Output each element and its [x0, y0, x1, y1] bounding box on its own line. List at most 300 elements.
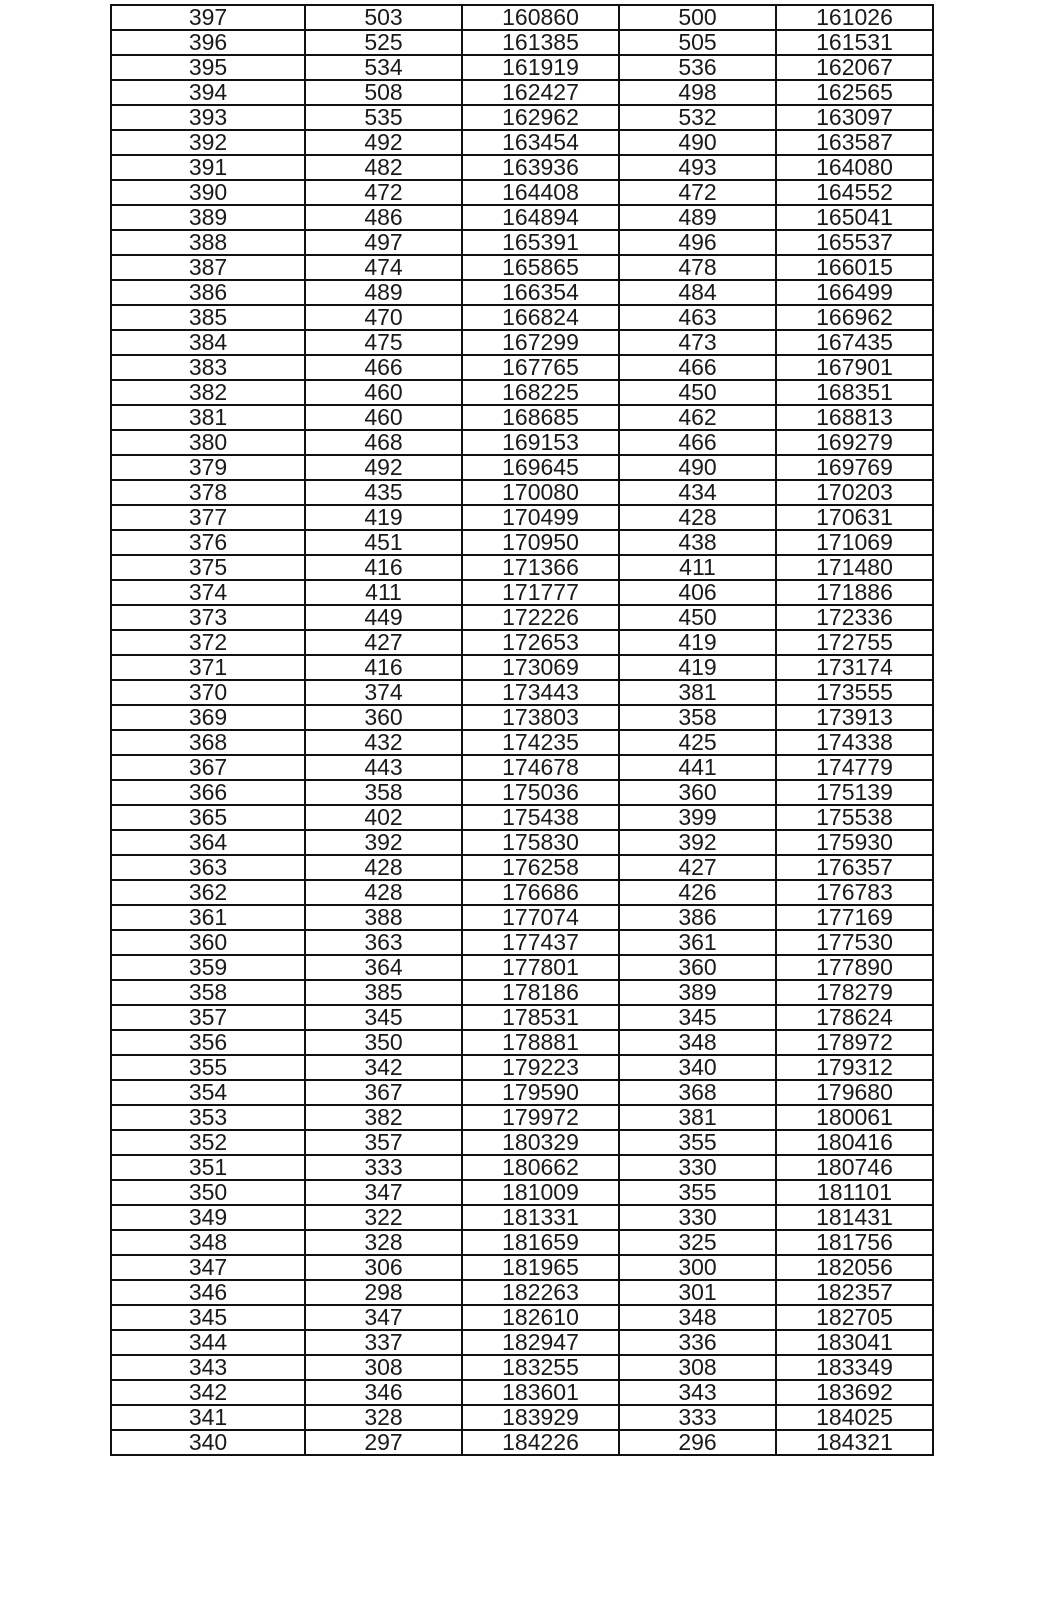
count-b-cell: 340 [619, 1055, 776, 1080]
count-a-cell: 492 [305, 455, 462, 480]
cumulative-b-cell: 166962 [776, 305, 933, 330]
score-cell: 396 [111, 30, 305, 55]
cumulative-b-cell: 170203 [776, 480, 933, 505]
cumulative-a-cell: 164408 [462, 180, 619, 205]
cumulative-b-cell: 181431 [776, 1205, 933, 1230]
cumulative-a-cell: 165865 [462, 255, 619, 280]
cumulative-a-cell: 170080 [462, 480, 619, 505]
score-cell: 354 [111, 1080, 305, 1105]
table-row [111, 980, 933, 1005]
count-b-cell: 343 [619, 1380, 776, 1405]
score-cell: 355 [111, 1055, 305, 1080]
cumulative-a-cell: 176258 [462, 855, 619, 880]
table-row [111, 1030, 933, 1055]
cumulative-a-cell: 168225 [462, 380, 619, 405]
table-row [111, 455, 933, 480]
cumulative-b-cell: 164552 [776, 180, 933, 205]
cumulative-a-cell: 172653 [462, 630, 619, 655]
score-cell: 372 [111, 630, 305, 655]
score-cell: 353 [111, 1105, 305, 1130]
cumulative-b-cell: 177890 [776, 955, 933, 980]
count-b-cell: 389 [619, 980, 776, 1005]
table-row [111, 1230, 933, 1255]
count-b-cell: 484 [619, 280, 776, 305]
count-b-cell: 473 [619, 330, 776, 355]
table-row [111, 1155, 933, 1180]
score-cell: 351 [111, 1155, 305, 1180]
cumulative-a-cell: 171777 [462, 580, 619, 605]
cumulative-a-cell: 173443 [462, 680, 619, 705]
cumulative-a-cell: 181009 [462, 1180, 619, 1205]
count-b-cell: 308 [619, 1355, 776, 1380]
table-row [111, 405, 933, 430]
count-b-cell: 462 [619, 405, 776, 430]
cumulative-b-cell: 168351 [776, 380, 933, 405]
score-cell: 378 [111, 480, 305, 505]
count-a-cell: 503 [305, 5, 462, 30]
table-row [111, 255, 933, 280]
count-b-cell: 381 [619, 1105, 776, 1130]
count-b-cell: 358 [619, 705, 776, 730]
score-cell: 386 [111, 280, 305, 305]
score-cell: 395 [111, 55, 305, 80]
count-a-cell: 419 [305, 505, 462, 530]
count-a-cell: 432 [305, 730, 462, 755]
count-a-cell: 342 [305, 1055, 462, 1080]
score-cell: 377 [111, 505, 305, 530]
table-row [111, 180, 933, 205]
score-cell: 349 [111, 1205, 305, 1230]
score-cell: 383 [111, 355, 305, 380]
count-a-cell: 411 [305, 580, 462, 605]
cumulative-b-cell: 181101 [776, 1180, 933, 1205]
count-b-cell: 348 [619, 1030, 776, 1055]
table-row [111, 1055, 933, 1080]
table-row [111, 80, 933, 105]
score-cell: 390 [111, 180, 305, 205]
score-cell: 347 [111, 1255, 305, 1280]
table-row [111, 280, 933, 305]
count-b-cell: 300 [619, 1255, 776, 1280]
table-row [111, 930, 933, 955]
cumulative-a-cell: 183601 [462, 1380, 619, 1405]
count-b-cell: 406 [619, 580, 776, 605]
table-row [111, 1380, 933, 1405]
cumulative-a-cell: 178531 [462, 1005, 619, 1030]
cumulative-a-cell: 174678 [462, 755, 619, 780]
count-a-cell: 333 [305, 1155, 462, 1180]
cumulative-a-cell: 175438 [462, 805, 619, 830]
score-cell: 363 [111, 855, 305, 880]
cumulative-b-cell: 177169 [776, 905, 933, 930]
cumulative-a-cell: 177437 [462, 930, 619, 955]
cumulative-b-cell: 163587 [776, 130, 933, 155]
cumulative-b-cell: 176783 [776, 880, 933, 905]
count-b-cell: 392 [619, 830, 776, 855]
cumulative-a-cell: 173069 [462, 655, 619, 680]
cumulative-a-cell: 166824 [462, 305, 619, 330]
score-cell: 340 [111, 1430, 305, 1455]
count-a-cell: 475 [305, 330, 462, 355]
count-b-cell: 466 [619, 355, 776, 380]
cumulative-a-cell: 161919 [462, 55, 619, 80]
count-a-cell: 534 [305, 55, 462, 80]
score-cell: 385 [111, 305, 305, 330]
score-cell: 356 [111, 1030, 305, 1055]
count-b-cell: 490 [619, 455, 776, 480]
score-cell: 341 [111, 1405, 305, 1430]
count-a-cell: 367 [305, 1080, 462, 1105]
table-row [111, 855, 933, 880]
count-a-cell: 451 [305, 530, 462, 555]
score-cell: 342 [111, 1380, 305, 1405]
count-b-cell: 500 [619, 5, 776, 30]
table-row [111, 5, 933, 30]
cumulative-a-cell: 180662 [462, 1155, 619, 1180]
cumulative-b-cell: 175538 [776, 805, 933, 830]
count-a-cell: 449 [305, 605, 462, 630]
cumulative-b-cell: 173555 [776, 680, 933, 705]
count-b-cell: 441 [619, 755, 776, 780]
score-cell: 361 [111, 905, 305, 930]
count-a-cell: 363 [305, 930, 462, 955]
score-cell: 360 [111, 930, 305, 955]
table-row [111, 505, 933, 530]
table-row [111, 580, 933, 605]
count-b-cell: 333 [619, 1405, 776, 1430]
table-row [111, 205, 933, 230]
score-cell: 362 [111, 880, 305, 905]
count-b-cell: 381 [619, 680, 776, 705]
count-b-cell: 532 [619, 105, 776, 130]
cumulative-a-cell: 167765 [462, 355, 619, 380]
table-row [111, 705, 933, 730]
count-b-cell: 434 [619, 480, 776, 505]
cumulative-a-cell: 184226 [462, 1430, 619, 1455]
cumulative-a-cell: 179590 [462, 1080, 619, 1105]
score-cell: 364 [111, 830, 305, 855]
count-b-cell: 386 [619, 905, 776, 930]
score-cell: 371 [111, 655, 305, 680]
count-a-cell: 428 [305, 855, 462, 880]
score-cell: 348 [111, 1230, 305, 1255]
score-cell: 343 [111, 1355, 305, 1380]
score-cell: 346 [111, 1280, 305, 1305]
count-b-cell: 478 [619, 255, 776, 280]
cumulative-b-cell: 182705 [776, 1305, 933, 1330]
cumulative-a-cell: 165391 [462, 230, 619, 255]
cumulative-b-cell: 167901 [776, 355, 933, 380]
table-row [111, 1130, 933, 1155]
table-row [111, 905, 933, 930]
count-b-cell: 427 [619, 855, 776, 880]
count-a-cell: 508 [305, 80, 462, 105]
cumulative-a-cell: 174235 [462, 730, 619, 755]
table-row [111, 1205, 933, 1230]
table-row [111, 30, 933, 55]
cumulative-a-cell: 183929 [462, 1405, 619, 1430]
cumulative-b-cell: 163097 [776, 105, 933, 130]
cumulative-a-cell: 173803 [462, 705, 619, 730]
cumulative-b-cell: 181756 [776, 1230, 933, 1255]
count-a-cell: 347 [305, 1180, 462, 1205]
score-cell: 387 [111, 255, 305, 280]
score-cell: 376 [111, 530, 305, 555]
cumulative-a-cell: 181965 [462, 1255, 619, 1280]
score-table [110, 4, 934, 1456]
count-b-cell: 325 [619, 1230, 776, 1255]
cumulative-b-cell: 165537 [776, 230, 933, 255]
cumulative-b-cell: 161026 [776, 5, 933, 30]
cumulative-b-cell: 171069 [776, 530, 933, 555]
table-row [111, 55, 933, 80]
score-cell: 397 [111, 5, 305, 30]
count-a-cell: 385 [305, 980, 462, 1005]
count-b-cell: 361 [619, 930, 776, 955]
count-a-cell: 466 [305, 355, 462, 380]
count-b-cell: 490 [619, 130, 776, 155]
count-a-cell: 328 [305, 1405, 462, 1430]
score-cell: 369 [111, 705, 305, 730]
count-b-cell: 360 [619, 955, 776, 980]
score-cell: 366 [111, 780, 305, 805]
table-row [111, 355, 933, 380]
cumulative-b-cell: 176357 [776, 855, 933, 880]
table-row [111, 1355, 933, 1380]
table-row [111, 655, 933, 680]
count-a-cell: 535 [305, 105, 462, 130]
score-cell: 391 [111, 155, 305, 180]
cumulative-b-cell: 175930 [776, 830, 933, 855]
cumulative-b-cell: 183041 [776, 1330, 933, 1355]
count-a-cell: 345 [305, 1005, 462, 1030]
count-a-cell: 298 [305, 1280, 462, 1305]
count-b-cell: 466 [619, 430, 776, 455]
table-row [111, 955, 933, 980]
count-b-cell: 496 [619, 230, 776, 255]
cumulative-a-cell: 167299 [462, 330, 619, 355]
count-b-cell: 505 [619, 30, 776, 55]
cumulative-b-cell: 165041 [776, 205, 933, 230]
table-row [111, 830, 933, 855]
table-row [111, 880, 933, 905]
count-b-cell: 498 [619, 80, 776, 105]
count-a-cell: 358 [305, 780, 462, 805]
cumulative-a-cell: 163936 [462, 155, 619, 180]
table-row [111, 780, 933, 805]
cumulative-b-cell: 178624 [776, 1005, 933, 1030]
table-body [111, 5, 933, 1455]
count-b-cell: 336 [619, 1330, 776, 1355]
count-a-cell: 416 [305, 555, 462, 580]
count-b-cell: 368 [619, 1080, 776, 1105]
cumulative-b-cell: 182056 [776, 1255, 933, 1280]
cumulative-a-cell: 162427 [462, 80, 619, 105]
score-cell: 365 [111, 805, 305, 830]
count-a-cell: 346 [305, 1380, 462, 1405]
table-row [111, 555, 933, 580]
count-b-cell: 450 [619, 605, 776, 630]
cumulative-b-cell: 177530 [776, 930, 933, 955]
score-cell: 368 [111, 730, 305, 755]
cumulative-a-cell: 170950 [462, 530, 619, 555]
score-cell: 344 [111, 1330, 305, 1355]
table-row [111, 1280, 933, 1305]
cumulative-b-cell: 179312 [776, 1055, 933, 1080]
table-row [111, 1105, 933, 1130]
table-row [111, 1180, 933, 1205]
cumulative-a-cell: 177801 [462, 955, 619, 980]
score-cell: 352 [111, 1130, 305, 1155]
count-a-cell: 374 [305, 680, 462, 705]
table-row [111, 305, 933, 330]
score-cell: 350 [111, 1180, 305, 1205]
table-row [111, 105, 933, 130]
count-a-cell: 492 [305, 130, 462, 155]
table-row [111, 730, 933, 755]
score-cell: 367 [111, 755, 305, 780]
table-row [111, 155, 933, 180]
table-row [111, 1255, 933, 1280]
cumulative-b-cell: 183692 [776, 1380, 933, 1405]
cumulative-a-cell: 181659 [462, 1230, 619, 1255]
count-a-cell: 306 [305, 1255, 462, 1280]
count-a-cell: 364 [305, 955, 462, 980]
cumulative-a-cell: 182610 [462, 1305, 619, 1330]
table-row [111, 1080, 933, 1105]
score-cell: 392 [111, 130, 305, 155]
cumulative-a-cell: 179223 [462, 1055, 619, 1080]
count-a-cell: 328 [305, 1230, 462, 1255]
table-row [111, 480, 933, 505]
score-cell: 373 [111, 605, 305, 630]
count-a-cell: 308 [305, 1355, 462, 1380]
score-cell: 382 [111, 380, 305, 405]
table-row [111, 1330, 933, 1355]
cumulative-a-cell: 182263 [462, 1280, 619, 1305]
cumulative-a-cell: 176686 [462, 880, 619, 905]
count-b-cell: 355 [619, 1130, 776, 1155]
count-a-cell: 474 [305, 255, 462, 280]
cumulative-b-cell: 179680 [776, 1080, 933, 1105]
cumulative-b-cell: 175139 [776, 780, 933, 805]
score-cell: 389 [111, 205, 305, 230]
count-a-cell: 468 [305, 430, 462, 455]
cumulative-a-cell: 182947 [462, 1330, 619, 1355]
count-a-cell: 322 [305, 1205, 462, 1230]
cumulative-a-cell: 169153 [462, 430, 619, 455]
cumulative-a-cell: 161385 [462, 30, 619, 55]
cumulative-a-cell: 175036 [462, 780, 619, 805]
cumulative-a-cell: 168685 [462, 405, 619, 430]
cumulative-a-cell: 171366 [462, 555, 619, 580]
count-b-cell: 301 [619, 1280, 776, 1305]
count-a-cell: 460 [305, 380, 462, 405]
cumulative-a-cell: 170499 [462, 505, 619, 530]
count-b-cell: 330 [619, 1155, 776, 1180]
score-cell: 358 [111, 980, 305, 1005]
cumulative-a-cell: 166354 [462, 280, 619, 305]
score-cell: 374 [111, 580, 305, 605]
count-b-cell: 345 [619, 1005, 776, 1030]
count-b-cell: 425 [619, 730, 776, 755]
score-cell: 345 [111, 1305, 305, 1330]
score-cell: 359 [111, 955, 305, 980]
cumulative-b-cell: 174338 [776, 730, 933, 755]
count-a-cell: 388 [305, 905, 462, 930]
cumulative-b-cell: 173174 [776, 655, 933, 680]
table-row [111, 605, 933, 630]
cumulative-a-cell: 169645 [462, 455, 619, 480]
count-b-cell: 330 [619, 1205, 776, 1230]
cumulative-a-cell: 177074 [462, 905, 619, 930]
score-cell: 379 [111, 455, 305, 480]
cumulative-b-cell: 174779 [776, 755, 933, 780]
cumulative-b-cell: 171886 [776, 580, 933, 605]
score-cell: 388 [111, 230, 305, 255]
table-row [111, 330, 933, 355]
score-cell: 394 [111, 80, 305, 105]
cumulative-b-cell: 168813 [776, 405, 933, 430]
count-a-cell: 460 [305, 405, 462, 430]
count-a-cell: 428 [305, 880, 462, 905]
count-b-cell: 296 [619, 1430, 776, 1455]
count-b-cell: 438 [619, 530, 776, 555]
cumulative-a-cell: 178881 [462, 1030, 619, 1055]
cumulative-a-cell: 162962 [462, 105, 619, 130]
cumulative-b-cell: 178972 [776, 1030, 933, 1055]
score-cell: 357 [111, 1005, 305, 1030]
cumulative-a-cell: 181331 [462, 1205, 619, 1230]
cumulative-b-cell: 180061 [776, 1105, 933, 1130]
cumulative-b-cell: 182357 [776, 1280, 933, 1305]
count-a-cell: 482 [305, 155, 462, 180]
table-row [111, 680, 933, 705]
score-cell: 384 [111, 330, 305, 355]
count-a-cell: 360 [305, 705, 462, 730]
table-row [111, 1005, 933, 1030]
cumulative-b-cell: 184321 [776, 1430, 933, 1455]
count-a-cell: 525 [305, 30, 462, 55]
table-row [111, 1305, 933, 1330]
count-a-cell: 337 [305, 1330, 462, 1355]
count-a-cell: 443 [305, 755, 462, 780]
count-a-cell: 392 [305, 830, 462, 855]
cumulative-b-cell: 184025 [776, 1405, 933, 1430]
count-b-cell: 428 [619, 505, 776, 530]
cumulative-a-cell: 164894 [462, 205, 619, 230]
count-a-cell: 470 [305, 305, 462, 330]
count-b-cell: 493 [619, 155, 776, 180]
table-row [111, 630, 933, 655]
count-a-cell: 427 [305, 630, 462, 655]
count-b-cell: 450 [619, 380, 776, 405]
count-a-cell: 357 [305, 1130, 462, 1155]
count-a-cell: 350 [305, 1030, 462, 1055]
cumulative-b-cell: 161531 [776, 30, 933, 55]
count-a-cell: 489 [305, 280, 462, 305]
cumulative-b-cell: 162067 [776, 55, 933, 80]
table-row [111, 430, 933, 455]
cumulative-b-cell: 172336 [776, 605, 933, 630]
count-a-cell: 382 [305, 1105, 462, 1130]
count-b-cell: 472 [619, 180, 776, 205]
count-b-cell: 419 [619, 630, 776, 655]
count-b-cell: 536 [619, 55, 776, 80]
count-b-cell: 419 [619, 655, 776, 680]
count-a-cell: 497 [305, 230, 462, 255]
table-row [111, 380, 933, 405]
